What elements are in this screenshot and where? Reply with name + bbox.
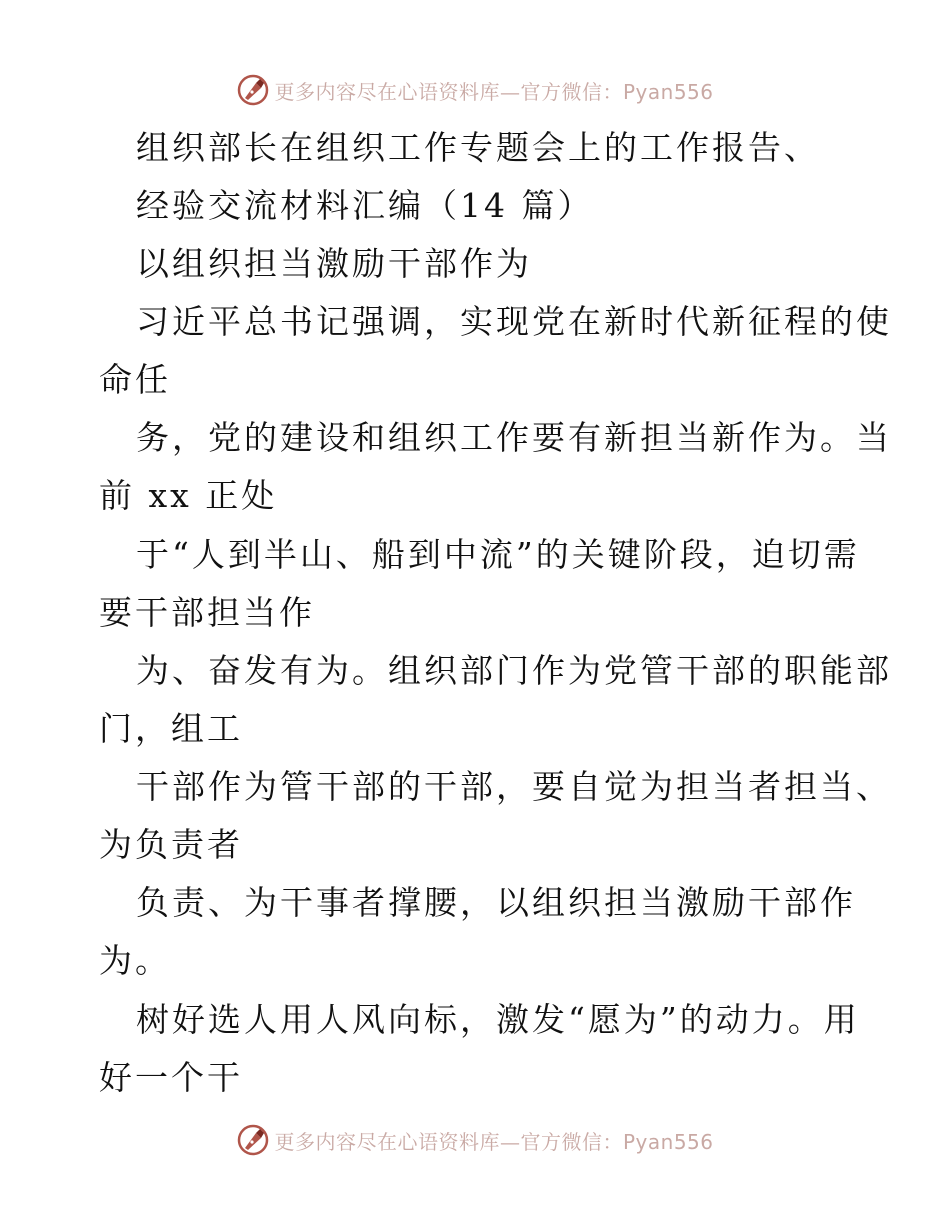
paragraph-line: 门，组工 xyxy=(99,709,243,748)
watermark-banner-bottom xyxy=(0,1120,950,1160)
pen-nib-logo-icon xyxy=(236,73,270,107)
pen-nib-logo-icon xyxy=(236,1123,270,1157)
paragraph-line: 要干部担当作 xyxy=(99,593,315,632)
paragraph-line: 干部作为管干部的干部，要自觉为担当者担当、 xyxy=(136,767,892,806)
paragraph-line: 负责、为干事者撑腰，以组织担当激励干部作 xyxy=(136,883,856,922)
paragraph-line: 于“人到半山、船到中流”的关键阶段，迫切需 xyxy=(136,535,860,574)
paragraph-line: 务，党的建设和组织工作要有新担当新作为。当 xyxy=(136,418,892,457)
paragraph-line: 为、奋发有为。组织部门作为党管干部的职能部 xyxy=(136,651,892,690)
paragraph-line: 为。 xyxy=(99,941,171,980)
paragraph-line: 前 xx 正处 xyxy=(99,476,278,515)
paragraph-line: 习近平总书记强调，实现党在新时代新征程的使 xyxy=(136,302,892,341)
watermark-banner-top xyxy=(0,70,950,110)
document-title-line-2: 经验交流材料汇编（14 篇） xyxy=(136,186,594,225)
paragraph-line: 命任 xyxy=(99,360,171,399)
section-heading: 以组织担当激励干部作为 xyxy=(136,244,532,283)
watermark-text: 更多内容尽在心语资料库—官方微信：Pyan556 xyxy=(274,79,714,104)
paragraph-line: 为负责者 xyxy=(99,825,243,864)
paragraph-line: 好一个干 xyxy=(99,1058,243,1097)
watermark-text: 更多内容尽在心语资料库—官方微信：Pyan556 xyxy=(274,1129,714,1154)
paragraph-line: 树好选人用人风向标，激发“愿为”的动力。用 xyxy=(136,1000,860,1039)
document-title-line-1: 组织部长在组织工作专题会上的工作报告、 xyxy=(136,128,820,167)
